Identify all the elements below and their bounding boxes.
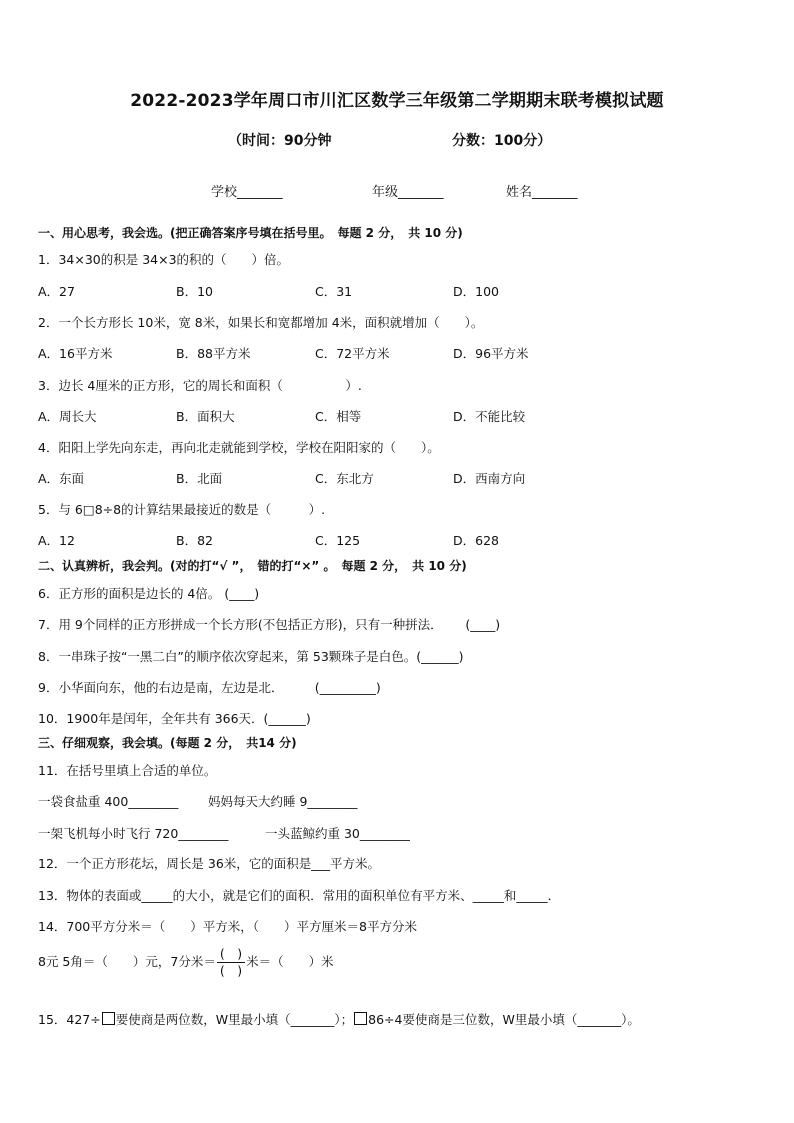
q2-option-a: A．16平方米 <box>38 346 113 361</box>
exam-score: 分数：100分） <box>452 133 552 149</box>
q14-line2-end: 米＝（ ）米 <box>246 954 334 969</box>
q5-option-b: B．82 <box>176 533 213 548</box>
section-2-heading: 二、认真辨析，我会判。(对的打“√ ”， 错的打“×” 。 每题 2 分， 共 10 分) <box>38 559 467 573</box>
q4-option-a: A．东面 <box>38 471 85 486</box>
q3-option-a: A．周长大 <box>38 409 97 424</box>
q2-option-c: C．72平方米 <box>315 346 390 361</box>
q1-option-b: B．10 <box>176 284 213 299</box>
q11-plane: 一架飞机每小时飞行 720________ <box>38 826 229 841</box>
school-field: 学校_______ <box>211 185 283 200</box>
page-title: 2022-2023学年周口市川汇区数学三年级第二学期期末联考模拟试题 <box>130 91 664 111</box>
blank-square-icon <box>354 1012 367 1025</box>
blank-square-icon <box>102 1012 115 1025</box>
q14-line2-start: 8元 5角＝（ ）元，7分米＝ <box>38 954 216 969</box>
q11-whale: 一头蓝鲸约重 30________ <box>265 826 410 841</box>
section-3-heading: 三、仔细观察，我会填。(每题 2 分， 共14 分) <box>38 736 297 750</box>
q5-option-d: D．628 <box>453 533 499 548</box>
question-15 <box>38 1010 640 1028</box>
question-13: 13．物体的表面或_____的大小，就是它们的面积．常用的面积单位有平方米、_____和_____． <box>38 888 561 903</box>
question-4: 4．阳阳上学先向东走，再向北走就能到学校，学校在阳阳家的（ ）。 <box>38 440 440 455</box>
q1-option-a: A．27 <box>38 284 75 299</box>
q3-option-d: D．不能比较 <box>453 409 526 424</box>
question-1: 1．34×30的积是 34×3的积的（ ）倍。 <box>38 252 290 267</box>
q11-sleep: 妈妈每天大约睡 9________ <box>208 794 358 809</box>
question-12: 12．一个正方形花坛，周长是 36米，它的面积是___平方米。 <box>38 856 381 871</box>
question-5: 5．与 6□8÷8的计算结果最接近的数是（ ）. <box>38 502 326 517</box>
question-3: 3．边长 4厘米的正方形，它的周长和面积（ ）. <box>38 378 362 393</box>
question-8: 8．一串珠子按“一黑二白”的顺序依次穿起来，第 53颗珠子是白色。(______) <box>38 649 464 664</box>
q4-option-b: B．北面 <box>176 471 223 486</box>
fraction-numerator: ( ) <box>217 946 245 963</box>
name-field: 姓名_______ <box>506 185 578 200</box>
question-14-line2 <box>38 946 334 979</box>
q5-option-c: C．125 <box>315 533 361 548</box>
q11-salt: 一袋食盐重 400________ <box>38 794 179 809</box>
question-14-line1: 14．700平方分米＝（ ）平方米，（ ）平方厘米＝8平方分米 <box>38 919 417 934</box>
q15-part3: 86÷4要使商是三位数，W里最小填（_______）。 <box>368 1012 640 1027</box>
q2-option-b: B．88平方米 <box>176 346 251 361</box>
question-11: 11．在括号里填上合适的单位。 <box>38 763 217 778</box>
fraction-denominator: ( ) <box>219 963 243 978</box>
q4-option-c: C．东北方 <box>315 471 374 486</box>
q3-option-b: B．面积大 <box>176 409 235 424</box>
exam-time: （时间：90分钟 <box>228 133 332 149</box>
section-1-heading: 一、用心思考，我会选。(把正确答案序号填在括号里。 每题 2 分， 共 10 分) <box>38 226 463 240</box>
question-2: 2．一个长方形长 10米，宽 8米，如果长和宽都增加 4米，面积就增加（ ）。 <box>38 315 484 330</box>
q15-part1: 15．427÷ <box>38 1012 101 1027</box>
question-7: 7．用 9个同样的正方形拼成一个长方形(不包括正方形)，只有一种拼法． (____) <box>38 617 501 632</box>
q2-option-d: D．96平方米 <box>453 346 529 361</box>
q3-option-c: C．相等 <box>315 409 362 424</box>
grade-field: 年级_______ <box>372 185 444 200</box>
q1-option-d: D．100 <box>453 284 499 299</box>
q15-part2: 要使商是两位数，W里最小填（_______）； <box>115 1012 354 1027</box>
q5-option-a: A．12 <box>38 533 75 548</box>
q4-option-d: D．西南方向 <box>453 471 526 486</box>
fraction <box>217 946 245 979</box>
question-6: 6．正方形的面积是边长的 4倍。 (____) <box>38 586 260 601</box>
question-9: 9．小华面向东，他的右边是南，左边是北． (_________) <box>38 680 381 695</box>
q1-option-c: C．31 <box>315 284 353 299</box>
question-10: 10．1900年是闰年，全年共有 366天．(______) <box>38 711 311 726</box>
